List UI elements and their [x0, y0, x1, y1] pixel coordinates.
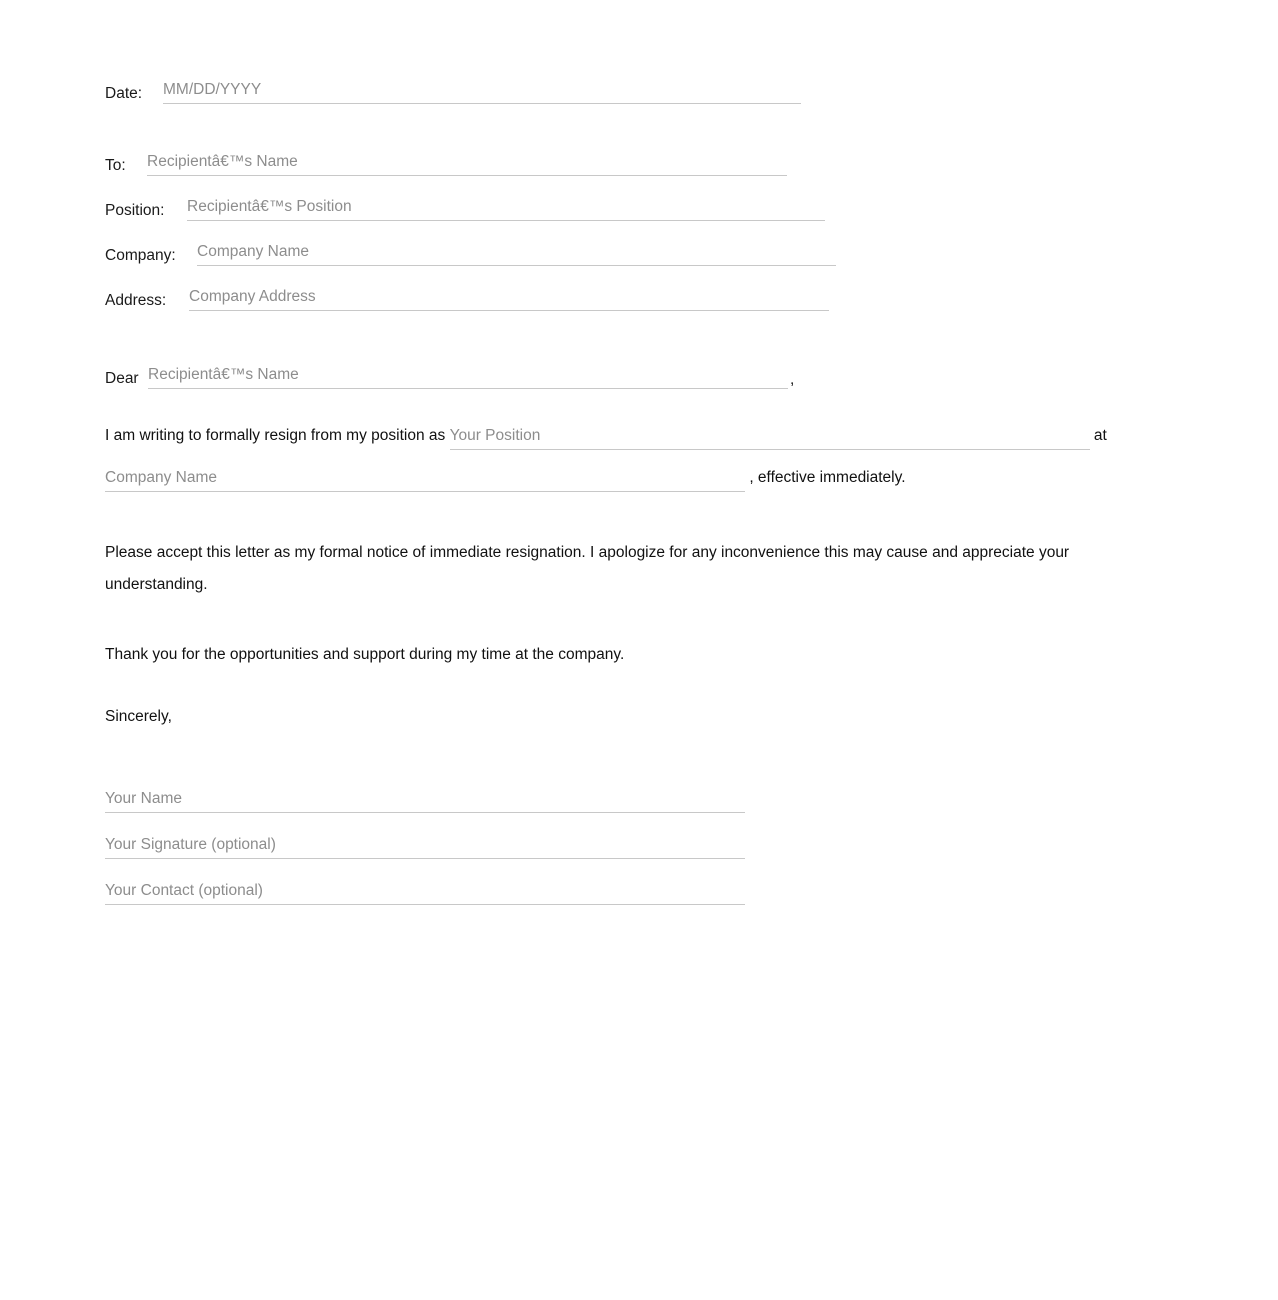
date-input[interactable]	[163, 80, 801, 104]
recipient-name-label: To:	[105, 157, 126, 174]
your-company-input[interactable]	[105, 468, 745, 492]
body-line2-after: , effective immediately.	[749, 469, 906, 486]
recipient-position-label: Position:	[105, 202, 165, 219]
recipient-block	[105, 152, 1165, 311]
your-signature-input[interactable]	[105, 835, 745, 859]
recipient-name-input[interactable]	[147, 152, 787, 176]
date-label: Date:	[105, 85, 143, 102]
salutation-name-input[interactable]	[148, 365, 788, 389]
recipient-company-input[interactable]	[197, 242, 836, 266]
salutation-label: Dear	[105, 370, 139, 387]
closing-line: Sincerely,	[105, 708, 172, 725]
recipient-name-row	[105, 152, 1165, 176]
recipient-address-input[interactable]	[189, 287, 829, 311]
your-position-input[interactable]	[450, 426, 1090, 450]
body-paragraph-3: Thank you for the opportunities and support during my time at the company.	[105, 646, 625, 663]
recipient-company-row	[105, 242, 1165, 266]
recipient-position-row	[105, 197, 1165, 221]
recipient-position-input[interactable]	[187, 197, 825, 221]
salutation-comma: ,	[790, 371, 795, 388]
date-row	[105, 80, 1165, 104]
signature-block	[105, 789, 1165, 905]
your-name-input[interactable]	[105, 789, 745, 813]
recipient-address-row	[105, 287, 1165, 311]
resignation-letter-form	[105, 80, 1165, 927]
body-paragraph-2: Please accept this letter as my formal notice of immediate resignation. I apologize for any inconvenience this may cause and appreciate your understanding.	[105, 544, 1070, 593]
recipient-address-label: Address:	[105, 292, 167, 309]
body-line1-before: I am writing to formally resign from my position as	[105, 427, 446, 444]
body-line1-after: at	[1093, 427, 1107, 444]
recipient-company-label: Company:	[105, 247, 176, 264]
body-paragraph-1	[105, 415, 1165, 499]
salutation-row	[105, 365, 1165, 389]
your-contact-input[interactable]	[105, 881, 745, 905]
